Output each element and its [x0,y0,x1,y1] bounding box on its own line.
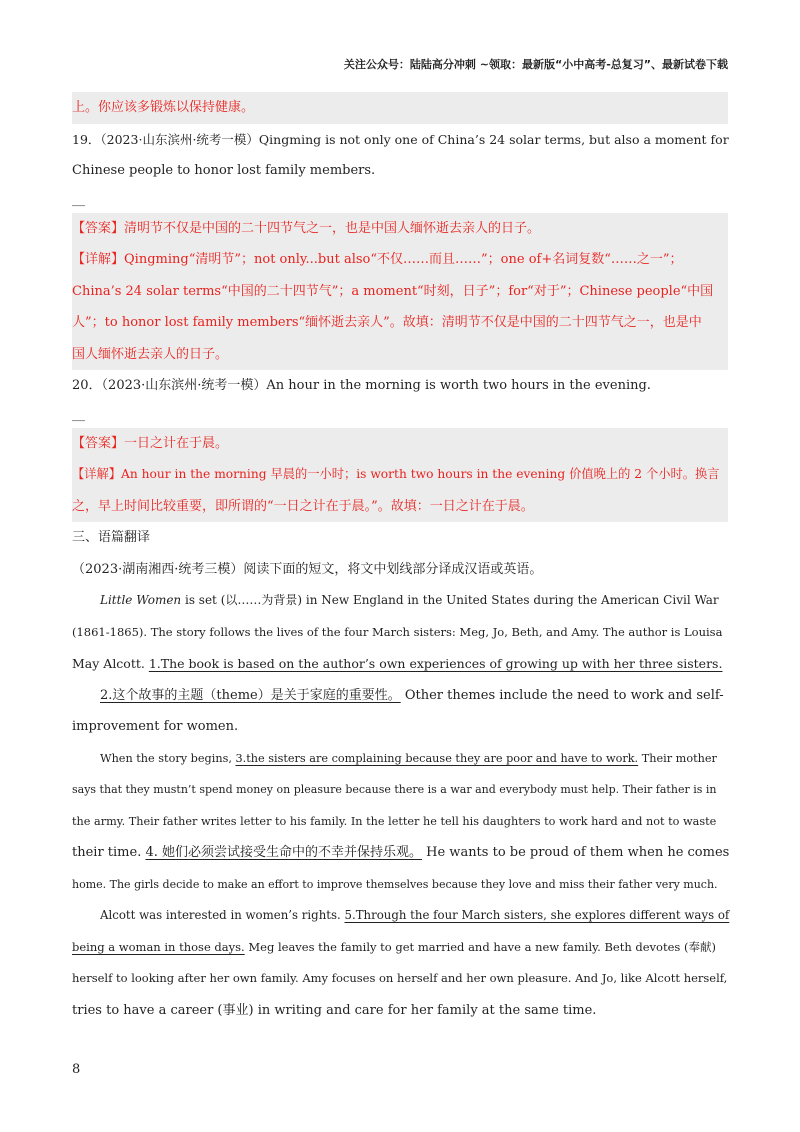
passage-p3-line1 [72,743,728,775]
q19-detail-text1: Qingming“清明节”；not only...but also“不仅……而且……”；one of+名词复数“……之一”； [124,252,683,267]
passage-p1-line1 [72,585,728,617]
translation-item-2: 2.这个故事的主题（theme）是关于家庭的重要性。 [100,687,401,703]
page-number: 8 [72,1062,81,1077]
passage-p3-line2: says that they mustn’t spend money on pleasure because there is a war and everybody must help. Their father is in [72,783,717,796]
passage-p1-line3-pre: May Alcott. [72,656,149,671]
q20-answer-block [72,428,728,523]
passage-p4-line2-post: Meg leaves the family to get married and have a new family. Beth devotes (奉献) [244,939,716,954]
passage-p3-line3: the army. Their father writes letter to his family. In the letter he tell his daughters to work hard and not to waste [72,814,717,828]
passage-p1-line2: (1861-1865). The story follows the lives of the four March sisters: Meg, Jo, Beth, and Amy. The author is Louisa [72,624,723,639]
book-title: Little Women [100,593,182,607]
q20-answer-text: 一日之计在于晨。 [124,435,229,451]
translation-item-5-part1: 5.Through the four March sisters, she explores different ways of [344,908,730,922]
q19-detail-line2: China’s 24 solar terms“中国的二十四节气”；a moment“时刻，日子”；for“对于”；Chinese people“中国 [72,283,714,299]
passage-p3-line1-pre: When the story begins, [100,751,236,765]
q19-detail-label: 【详解】 [72,252,125,267]
translation-item-5-part2: being a woman in those days. [72,939,245,954]
q20-answer-blank: __ [72,406,85,422]
passage-p4-line1 [72,900,728,932]
q20-prompt: 20．（2023·山东滨州·统考一模）An hour in the morning is worth two hours in the evening. [72,378,651,393]
section3-title: 三、语篇翻译 [72,530,151,545]
q19-prompt-line1: 19．（2023·山东滨州·统考一模）Qingming is not only one of China’s 24 solar terms, but also a moment for [72,131,729,147]
q18-answer-tail: 上。你应该多锻炼以保持健康。 [72,92,728,124]
q20-detail-text1: An hour in the morning 早晨的一小时；is worth two hours in the evening 价值晚上的 2 个小时。换言 [121,467,720,481]
passage-p2-line1-rest: Other themes include the need to work and self- [400,687,724,703]
passage-p3-line5: home. The girls decide to make an effort to improve themselves because they love and miss their father very much. [72,877,718,891]
q19-answer-label: 【答案】 [72,220,125,236]
q20-answer-line [72,428,728,460]
page-header: 关注公众号：陆陆高分冲刺 ~领取：最新版“小中高考-总复习”、最新试卷下载 [343,58,728,71]
passage-p1-line1-rest: is set (以……为背景) in New England in the United States during the American Civil War [181,593,719,607]
translation-item-3: 3.the sisters are complaining because they are poor and have to work. [235,751,639,765]
passage-p2-line1 [72,680,728,712]
passage-p3-line1-post: Their mother [638,751,717,765]
q19-detail-line1 [72,244,728,276]
q19-answer-text: 清明节不仅是中国的二十四节气之一，也是中国人缅怀逝去亲人的日子。 [124,220,541,236]
q19-detail-line3: 人”；to honor lost family members“缅怀逝去亲人”。故填：清明节不仅是中国的二十四节气之一，也是中 [72,315,702,330]
passage-p4-line3: herself to looking after her own family. Amy focuses on herself and her own pleasure. And Jo, like Alcott herself, [72,971,728,985]
passage-p2-line2: improvement for women. [72,719,239,734]
q19-answer-block [72,213,728,371]
q19-prompt-line2: Chinese people to honor lost family members. [72,163,376,178]
q19-answer-line [72,213,728,245]
passage-p4-line4: tries to have a career (事业) in writing and care for her family at the same time. [72,1002,597,1018]
passage-p1-line3 [72,648,728,680]
q20-detail-line1 [72,459,728,491]
section3-instruction: （2023·湖南湘西·统考三模）阅读下面的短文，将文中划线部分译成汉语或英语。 [72,561,543,577]
passage-p4-line1-pre: Alcott was interested in women’s rights. [100,908,345,922]
translation-item-1: 1.The book is based on the author’s own experiences of growing up with her three sisters. [148,656,723,671]
passage-p3-line4-pre: their time. [72,845,146,860]
q20-detail-label: 【详解】 [72,467,121,481]
q20-answer-label: 【答案】 [72,435,125,451]
passage-p3-line4 [72,837,728,869]
page-content [72,92,728,1026]
passage-p4-line2 [72,932,728,964]
translation-item-4: 4. 她们必须尝试接受生命中的不幸并保持乐观。 [145,845,423,860]
q19-answer-blank: __ [72,191,85,207]
passage-p3-line4-post: He wants to be proud of them when he comes [422,845,730,860]
q19-detail-line4: 国人缅怀逝去亲人的日子。 [72,346,229,362]
q20-detail-line2: 之，早上时间比较重要，即所谓的“一日之计在于晨。”。故填：一日之计在于晨。 [72,498,534,514]
